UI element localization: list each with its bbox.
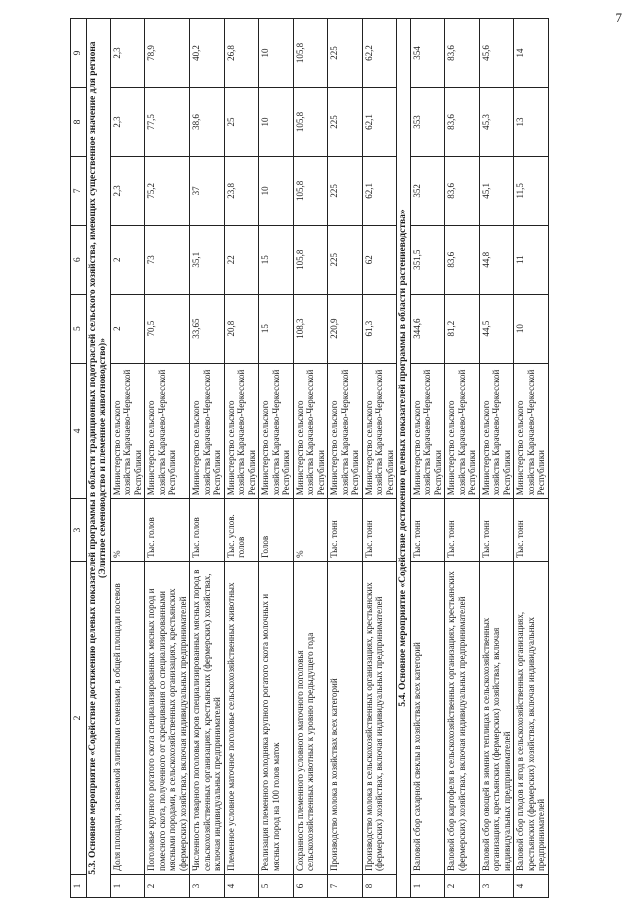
column-header: 3 <box>71 499 87 562</box>
cell-n: 1 <box>110 875 145 898</box>
cell-exec: Министерство сельского хозяйства Карачаево-Черкесской Республики <box>110 363 145 499</box>
cell-v7: 352 <box>410 156 445 225</box>
table-row <box>479 19 514 898</box>
cell-n: 2 <box>145 875 190 898</box>
cell-name: Доля площади, засеваемой элитными семенами, в общей площади посевов <box>110 561 145 874</box>
table-row <box>190 19 225 898</box>
cell-exec: Министерство сельского хозяйства Карачаево-Черкесской Республики <box>479 363 514 499</box>
cell-v8: 225 <box>328 87 363 156</box>
cell-name: Валовой сбор плодов и ягод в сельскохозяйственных организациях, крестьянских (фермерских) хозяйствах, включая индивидуальных предпринимателей <box>514 561 549 874</box>
cell-v7: 11,5 <box>514 156 549 225</box>
cell-n: 2 <box>445 875 480 898</box>
cell-unit: % <box>110 499 145 562</box>
section-heading-row <box>397 19 411 898</box>
cell-v9: 354 <box>410 19 445 88</box>
cell-v5: 15 <box>259 294 294 363</box>
table-row <box>362 19 397 898</box>
page-number: 7 <box>615 10 622 25</box>
cell-v7: 45,1 <box>479 156 514 225</box>
table-row <box>259 19 294 898</box>
cell-v5: 220,9 <box>328 294 363 363</box>
column-header: 5 <box>71 294 87 363</box>
cell-exec: Министерство сельского хозяйства Карачаево-Черкесской Республики <box>362 363 397 499</box>
cell-exec: Министерство сельского хозяйства Карачаево-Черкесской Республики <box>293 363 328 499</box>
cell-v8: 77,5 <box>145 87 190 156</box>
cell-n: 6 <box>293 875 328 898</box>
indicators-table <box>70 18 549 898</box>
cell-exec: Министерство сельского хозяйства Карачаево-Черкесской Республики <box>259 363 294 499</box>
section-heading: 5.3. Основное мероприятие «Содействие достижению целевых показателей программы в области традиционных подотраслей сельского хозяйства, имеющих существенное значение для региона (Элитное семеноводство и племенное животноводство)» <box>86 19 110 898</box>
cell-unit: Голов <box>259 499 294 562</box>
table-row <box>328 19 363 898</box>
table-row <box>224 19 259 898</box>
cell-name: Валовой сбор сахарной свеклы в хозяйствах всех категорий <box>410 561 445 874</box>
cell-v5: 44,5 <box>479 294 514 363</box>
header-row <box>71 19 87 898</box>
cell-v5: 10 <box>514 294 549 363</box>
cell-v8: 25 <box>224 87 259 156</box>
cell-unit: Тыс. голов <box>145 499 190 562</box>
cell-exec: Министерство сельского хозяйства Карачаево-Черкесской Республики <box>224 363 259 499</box>
cell-exec: Министерство сельского хозяйства Карачаево-Черкесской Республики <box>328 363 363 499</box>
cell-v5: 2 <box>110 294 145 363</box>
cell-v9: 83,6 <box>445 19 480 88</box>
column-header: 7 <box>71 156 87 225</box>
cell-v8: 38,6 <box>190 87 225 156</box>
cell-name: Реализация племенного молодняка крупного рогатого скота молочных и мясных пород на 100 голов маток <box>259 561 294 874</box>
cell-exec: Министерство сельского хозяйства Карачаево-Черкесской Республики <box>514 363 549 499</box>
cell-v7: 62,1 <box>362 156 397 225</box>
cell-v5: 61,3 <box>362 294 397 363</box>
cell-v7: 105,8 <box>293 156 328 225</box>
cell-exec: Министерство сельского хозяйства Карачаево-Черкесской Республики <box>145 363 190 499</box>
cell-exec: Министерство сельского хозяйства Карачаево-Черкесской Республики <box>190 363 225 499</box>
table-row <box>410 19 445 898</box>
cell-name: Поголовье крупного рогатого скота специализированных мясных пород и помесного скота, полученного от скрещивания со специализированными мясными породами, в сельскохозяйственных организациях, крестьянских (фермерских) хозяйствах, включая индивидуальных предпринимателей <box>145 561 190 874</box>
cell-v8: 105,8 <box>293 87 328 156</box>
cell-n: 3 <box>479 875 514 898</box>
column-header: 2 <box>71 561 87 874</box>
cell-v9: 2,3 <box>110 19 145 88</box>
cell-exec: Министерство сельского хозяйства Карачаево-Черкесской Республики <box>410 363 445 499</box>
column-header: 9 <box>71 19 87 88</box>
document-table-container <box>70 18 630 898</box>
cell-v6: 225 <box>328 225 363 294</box>
cell-name: Сохранность племенного условного маточного поголовья сельскохозяйственных животных к уровню предыдущего года <box>293 561 328 874</box>
cell-n: 7 <box>328 875 363 898</box>
table-row <box>110 19 145 898</box>
rotated-page <box>70 18 630 898</box>
table-row <box>514 19 549 898</box>
cell-v5: 33,65 <box>190 294 225 363</box>
cell-v9: 10 <box>259 19 294 88</box>
cell-unit: Тыс. голов <box>190 499 225 562</box>
cell-unit: Тыс. услов. голов <box>224 499 259 562</box>
cell-v5: 20,8 <box>224 294 259 363</box>
cell-unit: Тыс. тонн <box>479 499 514 562</box>
cell-v6: 105,8 <box>293 225 328 294</box>
cell-v8: 62,1 <box>362 87 397 156</box>
cell-n: 8 <box>362 875 397 898</box>
cell-v6: 35,1 <box>190 225 225 294</box>
cell-v8: 83,6 <box>445 87 480 156</box>
cell-name: Производство молока в хозяйствах всех категорий <box>328 561 363 874</box>
cell-n: 3 <box>190 875 225 898</box>
cell-v8: 2,3 <box>110 87 145 156</box>
table-row <box>445 19 480 898</box>
cell-exec: Министерство сельского хозяйства Карачаево-Черкесской Республики <box>445 363 480 499</box>
cell-v5: 108,3 <box>293 294 328 363</box>
cell-v8: 10 <box>259 87 294 156</box>
cell-v6: 2 <box>110 225 145 294</box>
cell-name: Численность товарного поголовья коров специализированных мясных пород в сельскохозяйственных организациях, крестьянских (фермерских) хозяйствах, включая индивидуальных предпринимателей <box>190 561 225 874</box>
cell-v7: 10 <box>259 156 294 225</box>
cell-name: Валовой сбор картофеля в сельскохозяйственных организациях, крестьянских (фермерских) хозяйствах, включая индивидуальных предпринимателей <box>445 561 480 874</box>
cell-unit: Тыс. тонн <box>445 499 480 562</box>
cell-v6: 22 <box>224 225 259 294</box>
cell-n: 5 <box>259 875 294 898</box>
cell-v7: 75,2 <box>145 156 190 225</box>
cell-unit: % <box>293 499 328 562</box>
cell-v9: 45,6 <box>479 19 514 88</box>
cell-v7: 2,3 <box>110 156 145 225</box>
cell-n: 4 <box>514 875 549 898</box>
table-row <box>145 19 190 898</box>
cell-v6: 351,5 <box>410 225 445 294</box>
cell-v8: 353 <box>410 87 445 156</box>
cell-v6: 44,8 <box>479 225 514 294</box>
cell-n: 1 <box>410 875 445 898</box>
cell-v9: 78,9 <box>145 19 190 88</box>
cell-unit: Тыс. тонн <box>410 499 445 562</box>
column-header: 4 <box>71 363 87 499</box>
section-heading: 5.4. Основное мероприятие «Содействие достижению целевых показателей программы в области растениеводства» <box>397 19 411 898</box>
column-header: 1 <box>71 875 87 898</box>
cell-name: Валовой сбор овощей в зимних теплицах в сельскохозяйственных организациях, крестьянских (фермерских) хозяйствах, включая индивидуальных предпринимателей <box>479 561 514 874</box>
cell-unit: Тыс. тонн <box>514 499 549 562</box>
cell-v5: 70,5 <box>145 294 190 363</box>
cell-v6: 62 <box>362 225 397 294</box>
cell-v9: 225 <box>328 19 363 88</box>
column-header: 8 <box>71 87 87 156</box>
cell-v7: 225 <box>328 156 363 225</box>
cell-v9: 14 <box>514 19 549 88</box>
cell-n: 4 <box>224 875 259 898</box>
cell-v6: 83,6 <box>445 225 480 294</box>
cell-v9: 40,2 <box>190 19 225 88</box>
cell-v7: 83,6 <box>445 156 480 225</box>
cell-unit: Тыс. тонн <box>362 499 397 562</box>
cell-v8: 13 <box>514 87 549 156</box>
table-row <box>293 19 328 898</box>
cell-name: Племенное условное маточное поголовье сельскохозяйственных животных <box>224 561 259 874</box>
cell-v7: 23,8 <box>224 156 259 225</box>
cell-v9: 62,2 <box>362 19 397 88</box>
cell-v5: 344,6 <box>410 294 445 363</box>
cell-v6: 15 <box>259 225 294 294</box>
section-heading-row <box>86 19 110 898</box>
cell-v8: 45,3 <box>479 87 514 156</box>
cell-unit: Тыс. тонн <box>328 499 363 562</box>
column-header: 6 <box>71 225 87 294</box>
cell-v5: 81,2 <box>445 294 480 363</box>
cell-v6: 73 <box>145 225 190 294</box>
cell-name: Производство молока в сельскохозяйственных организациях, крестьянских (фермерских) хозяйствах, включая индивидуальных предпринимателей <box>362 561 397 874</box>
cell-v6: 11 <box>514 225 549 294</box>
cell-v9: 105,8 <box>293 19 328 88</box>
cell-v9: 26,8 <box>224 19 259 88</box>
cell-v7: 37 <box>190 156 225 225</box>
